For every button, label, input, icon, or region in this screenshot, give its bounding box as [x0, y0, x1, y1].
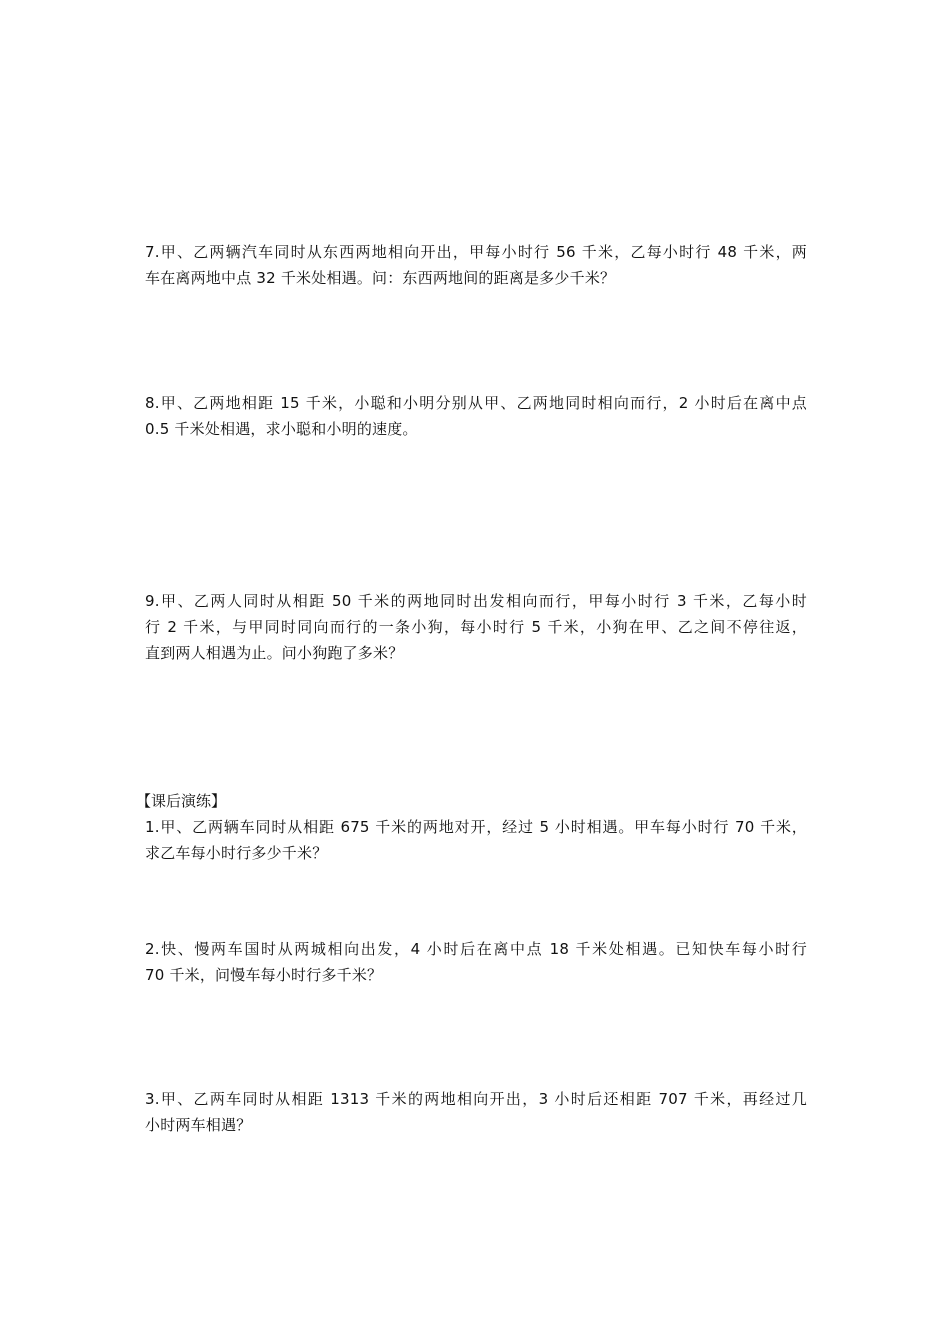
practice-1-line-1: 1.甲、乙两辆车同时从相距 675 千米的两地对开，经过 5 小时相遇。甲车每小时行 70 千米， [145, 818, 807, 836]
problem-8-line-2: 0.5 千米处相遇，求小聪和小明的速度。 [145, 420, 418, 438]
problem-9-line-2: 行 2 千米，与甲同时同向而行的一条小狗，每小时行 5 千米，小狗在甲、乙之间不停往返， [145, 618, 807, 636]
practice-3-line-2: 小时两车相遇？ [145, 1116, 252, 1134]
problem-9 [145, 588, 807, 666]
problem-8-line-1: 8.甲、乙两地相距 15 千米，小聪和小明分别从甲、乙两地同时相向而行，2 小时后在离中点 [145, 394, 807, 412]
practice-2 [145, 936, 807, 988]
practice-2-line-1: 2.快、慢两车国时从两城相向出发，4 小时后在离中点 18 千米处相遇。已知快车每小时行 [145, 940, 807, 958]
problem-7-line-2: 车在离两地中点 32 千米处相遇。问：东西两地间的距离是多少千米？ [145, 269, 616, 287]
practice-2-line-2: 70 千米，问慢车每小时行多千米？ [145, 966, 383, 984]
practice-1-line-2: 求乙车每小时行多少千米？ [145, 844, 328, 862]
practice-1 [145, 814, 807, 866]
problem-9-line-3: 直到两人相遇为止。问小狗跑了多米？ [145, 644, 404, 662]
practice-3 [145, 1086, 807, 1138]
problem-7-line-1: 7.甲、乙两辆汽车同时从东西两地相向开出，甲每小时行 56 千米，乙每小时行 48 千米，两 [145, 243, 807, 261]
problem-8 [145, 390, 807, 442]
section-heading: 【课后演练】 [136, 792, 227, 810]
problem-9-line-1: 9.甲、乙两人同时从相距 50 千米的两地同时出发相向而行，甲每小时行 3 千米，乙每小时 [145, 592, 807, 610]
problem-7 [145, 239, 807, 291]
practice-3-line-1: 3.甲、乙两车同时从相距 1313 千米的两地相向开出，3 小时后还相距 707 千米，再经过几 [145, 1090, 807, 1108]
